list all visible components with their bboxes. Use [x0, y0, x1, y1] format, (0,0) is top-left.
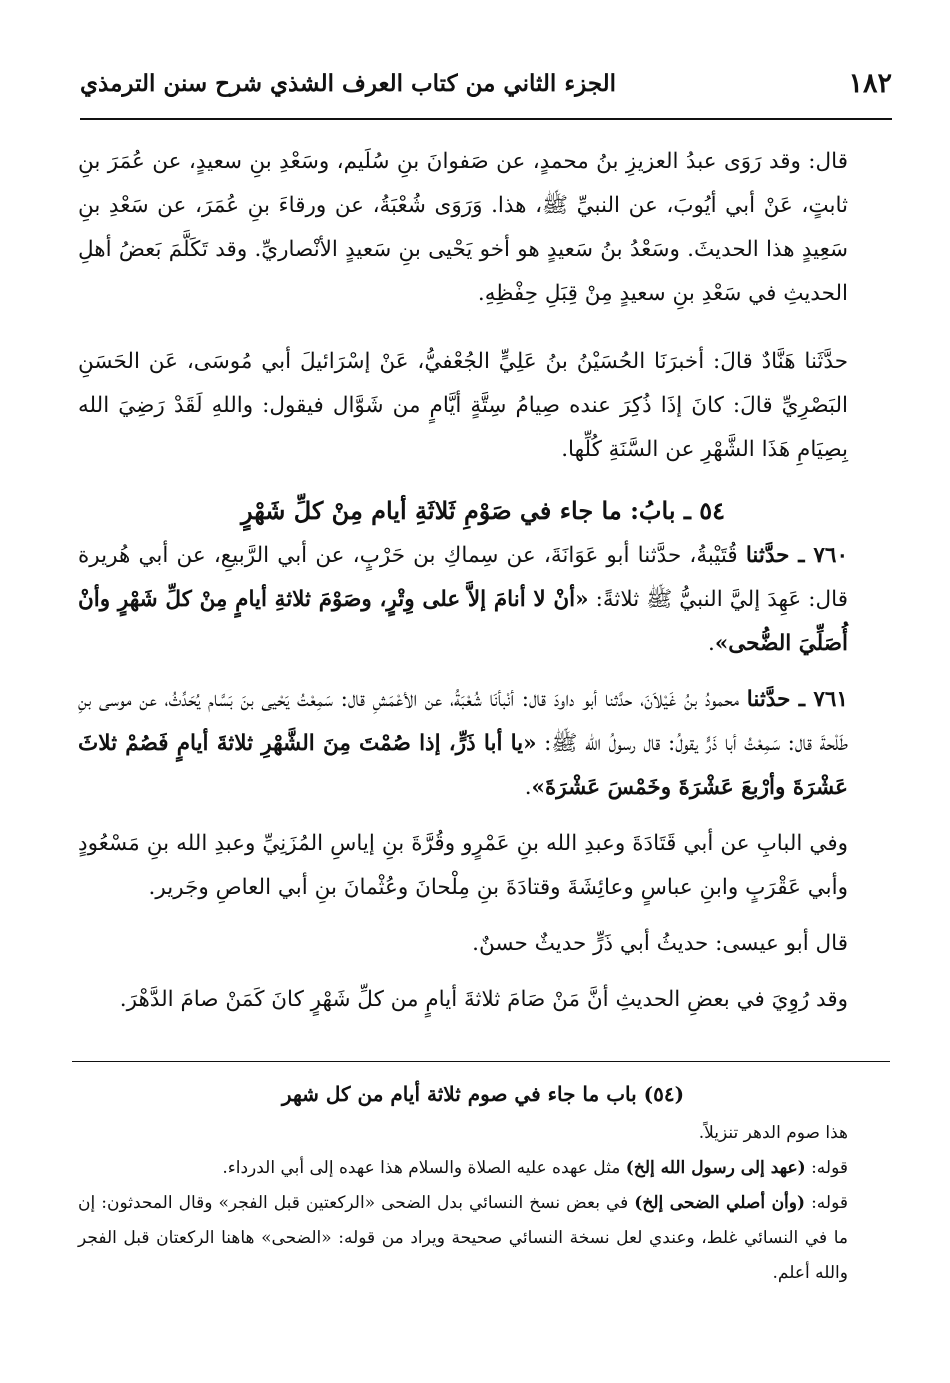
paragraph: قال: وقد رَوَى عبدُ العزيزِ بنُ محمدٍ، عن صَفوانَ بنِ سُلَيم، وسَعْدِ بنِ سعيدٍ، عن عُمَرَ بنِ ثابتٍ، عَنْ أبي أيُوبَ، عن النبيِّ ﷺ، هذا. وَرَوَى شُعْبَةُ، عن ورقاءَ بنِ عُمَرَ، عن سَعْدِ بنِ سَعِيدٍ هذا الحديثَ. وسَعْدُ بنُ سَعيدٍ هو أخو يَحْيى بنِ سَعيدٍ الأنْصاريِّ. وقد تَكَلَّمَ بَعضُ أهلِ الحديثِ في سَعْدِ بنِ سعيدٍ مِنْ قِبَلِ حِفْظِهِ.	[78, 149, 848, 306]
hadith-end: .	[524, 775, 532, 800]
hadith-number: ٧٦١ ـ حدَّثنا	[746, 687, 848, 712]
hadith-matn: «أنْ لا أنامَ إلاَّ على وِتْرٍ، وصَوْمَ ثلاثةِ أيامٍ مِنْ كلِّ شَهْرٍ وأنْ أُصَلِّيَ الضُّحى»	[78, 587, 848, 656]
note-quote: (وأن أصلي الضحى إلخ)	[634, 1193, 806, 1213]
hadith-number: ٧٦٠ ـ حدَّثنا	[745, 543, 848, 568]
paragraph: وقد رُوِيَ في بعضِ الحديثِ أنَّ مَنْ صَامَ ثلاثةَ أيامٍ من كلِّ شَهْرٍ كانَ كَمَنْ صامَ الدَّهْرَ.	[119, 987, 848, 1012]
note-quote: (عهد إلى رسول الله إلخ)	[625, 1158, 806, 1178]
commentary-title: (٥٤) باب ما جاء في صوم ثلاثة أيام من كل شهر	[281, 1082, 685, 1106]
commentary	[78, 1072, 888, 1291]
hadith-matn: «يا أبا ذَرٍّ، إذا صُمْتَ مِنَ الشَّهْرِ ثلاثةَ أيامٍ فَصُمْ ثلاثَ عَشْرَةَ وأرْبعَ عَشْرَةَ وخَمْسَ عَشْرَةَ»	[78, 731, 848, 800]
page-header	[80, 64, 892, 120]
running-title: الجزء الثاني من كتاب العرف الشذي شرح سنن الترمذي	[80, 70, 617, 97]
footnote-divider	[72, 1061, 890, 1062]
chapter-heading: ٥٤ ـ بابُ: ما جاء في صَوْمِ ثَلاثَةِ أيام مِنْ كلِّ شَهْرٍ	[240, 496, 726, 525]
hadith-isnad: قُتَيْبةُ، حدَّثنا أبو عَوَانَةَ، عن سِماكِ بن حَرْبٍ، عن أبي الرَّبيعِ، عن أبي هُريرة قال: عَهِدَ إليَّ النبيُّ ﷺ ثلاثةً:	[78, 543, 848, 612]
paragraph: حدَّثَنا هَنَّادٌ قالَ: أخبرَنَا الحُسَيْنُ بنُ عَلِيٍّ الجُعْفيُّ، عَنْ إسْرَائيلَ أبي مُوسَى، عَن الحَسَنِ البَصْرِيِّ قالَ: كانَ إذَا ذُكِرَ عنده صِيامُ سِتَّةٍ أيَّامٍ من شَوَّال فيقول: واللهِ لَقَدْ رَضِيَ الله بِصِيَامِ هَذَا الشَّهْرِ عن السَّنَةِ كُلِّها.	[78, 349, 848, 462]
paragraph: وفي البابِ عن أبي قَتَادَةَ وعبدِ الله بنِ عَمْرٍو وقُرَّةَ بنِ إياسِ المُزَنِيِّ وعبدِ الله بنِ مَسْعُودٍ وأبي عَقْرَبٍ وابنِ عباسٍ وعائِشَةَ وقتادَةَ بنِ مِلْحانَ وعُثْمانَ بنِ أبي العاصِ وجَرير.	[78, 831, 848, 900]
note	[78, 1151, 888, 1186]
main-text	[78, 140, 888, 1022]
note: هذا صوم الدهر تنزيلاً.	[698, 1123, 848, 1143]
hadith-760	[78, 534, 888, 666]
page-number: ١٨٢	[848, 68, 892, 99]
hadith-761	[78, 678, 888, 810]
hadith-isnad: محمودُ بنُ غَيْلاَنَ، حدَّثنا أبو داودَ قال: أنْبأنَا شُعْبَةُ، عن الأعْمَشِ قال: سَمِعْتُ يَحْيى بنَ بَسَّام يُحَدِّثُ، عن موسى بنِ طَلْحةَ قال: سَمِعْتُ أبا ذَرٍّ يقولُ: قال رسولُ الله ﷺ:	[78, 687, 848, 756]
paragraph: قال أبو عيسى: حديثُ أبي ذَرٍّ حديثٌ حسنٌ.	[472, 931, 848, 956]
note-prefix: قوله:	[811, 1158, 848, 1178]
note-prefix: قوله:	[811, 1193, 849, 1213]
note-text: مثل عهده عليه الصلاة والسلام هذا عهده إلى أبي الدرداء.	[222, 1158, 621, 1178]
note	[78, 1186, 888, 1291]
hadith-end: .	[707, 631, 715, 656]
note-text: في بعض نسخ النسائي بدل الضحى «الركعتين قبل الفجر» وقال المحدثون: إن ما في النسائي غلط، وعندي لعل نسخة النسائي صحيحة ويراد من قوله: «الضحى» هاهنا الركعتان قبل الفجر والله أعلم.	[78, 1193, 848, 1283]
